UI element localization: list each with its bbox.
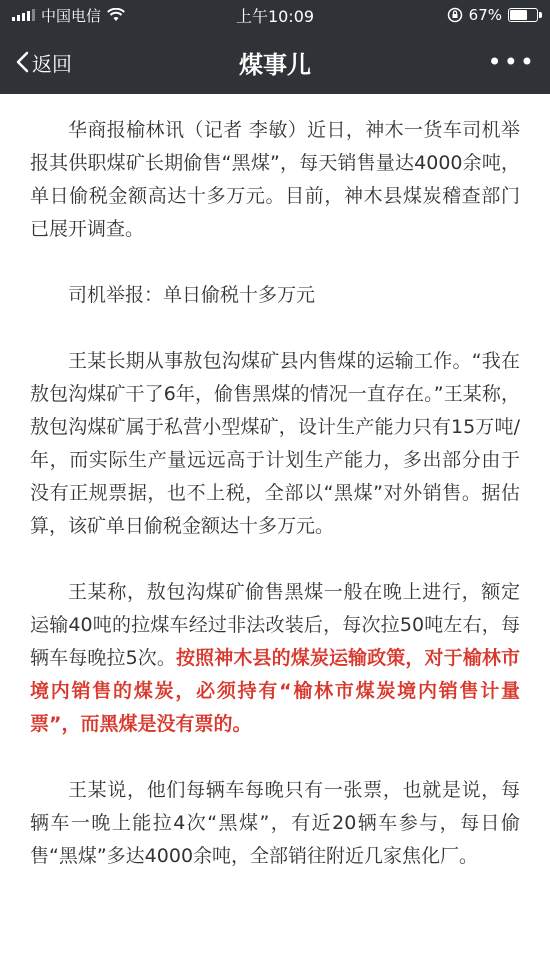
highlighted-policy-text: 按照神木县的煤炭运输政策，对于榆林市境内销售的煤炭，必须持有“榆林市煤炭境内销售计量票”，而黑煤是没有票的。 (30, 647, 520, 735)
article-paragraph-1: 华商报榆林讯（记者 李敏）近日，神木一货车司机举报其供职煤矿长期偷售“黑煤”，每天销售量达4000余吨，单日偷税金额高达十多万元。目前，神木县煤炭稽查部门已展开调查。 (30, 119, 520, 240)
carrier-name: 中国电信 (41, 6, 102, 25)
article-paragraph-2: 王某长期从事敖包沟煤矿县内售煤的运输工作。“我在敖包沟煤矿干了6年，偷售黑煤的情况一直存在。”王某称，敖包沟煤矿属于私营小型煤矿，设计生产能力只有15万吨/年，而实际生产量远远高于计划生产能力，多出部分由于没有正规票据，也不上税，全部以“黑煤”对外销售。据估算，该矿单日偷税金额达十多万元。 (30, 350, 520, 537)
article-subheading: 司机举报：单日偷税十多万元 (68, 284, 316, 306)
article-body (0, 94, 550, 873)
article-paragraph-4: 王某说，他们每辆车每晚只有一张票，也就是说，每辆车一晚上能拉4次“黑煤”，有近20辆车参与，每日偷售“黑煤”多达4000余吨，全部销往附近几家焦化厂。 (30, 779, 520, 867)
page-title: 煤事儿 (239, 50, 311, 79)
battery-icon (508, 8, 538, 22)
back-button[interactable] (14, 48, 72, 77)
article-paragraph-3 (30, 576, 520, 741)
more-options-button[interactable]: ••• (487, 48, 536, 76)
chevron-left-icon (14, 50, 30, 74)
status-bar (0, 0, 550, 30)
battery-percent: 67% (468, 6, 502, 24)
rotation-lock-icon (447, 7, 463, 23)
battery-level (510, 10, 527, 20)
status-left (12, 5, 125, 26)
signal-icon (12, 9, 35, 21)
paragraph-normal-text: 王某称，敖包沟煤矿偷售黑煤一般在晚上进行，额定运输40吨的拉煤车经过非法改装后，每次拉50吨左右，每辆车每晚拉5次。 (30, 581, 520, 669)
status-right (447, 6, 538, 24)
clock: 上午10:09 (235, 6, 315, 26)
wifi-icon (107, 8, 125, 22)
back-label: 返回 (32, 51, 72, 76)
nav-bar (0, 30, 550, 94)
